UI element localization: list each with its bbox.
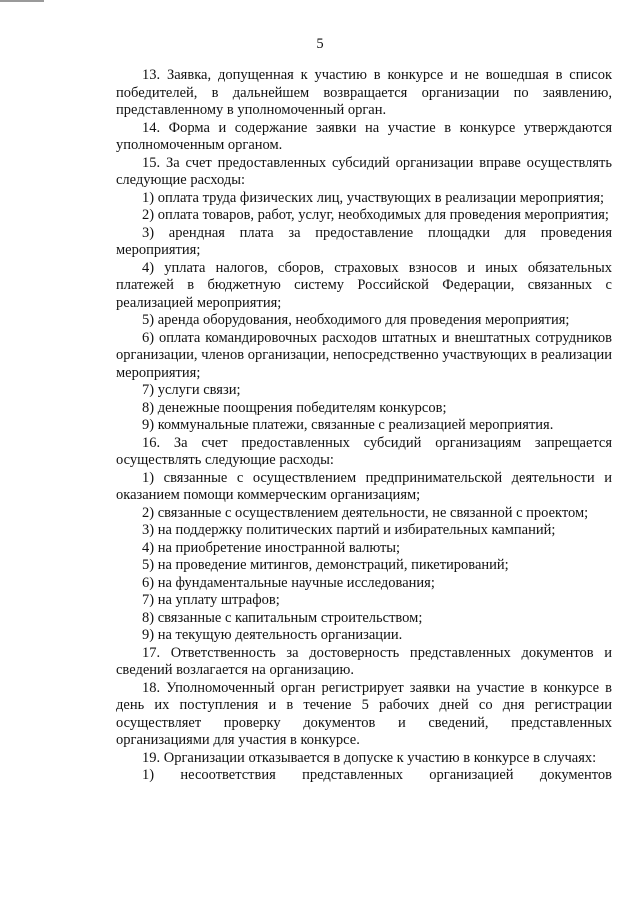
list-item-16-6: 6) на фундаментальные научные исследования; [142, 574, 435, 591]
list-item-16-1: 1) связанные с осуществлением предпринимательской деятельности и оказанием помощи коммерческим организациям; [116, 469, 612, 503]
list-item-15-8: 8) денежные поощрения победителям конкурсов; [142, 399, 447, 416]
list-item-15-1: 1) оплата труда физических лиц, участвующих в реализации мероприятия; [142, 189, 605, 206]
list-item-16-2: 2) связанные с осуществлением деятельности, не связанной с проектом; [142, 504, 589, 521]
paragraph-18: 18. Уполномоченный орган регистрирует заявки на участие в конкурсе в день их поступления и в течение 5 рабочих дней со дня регистрации осуществляет проверку документов и сведений, представленных организациями для участия в конкурсе. [116, 679, 612, 748]
paragraph-17: 17. Ответственность за достоверность представленных документов и сведений возлагается на организацию. [116, 644, 612, 678]
list-item-16-8: 8) связанные с капитальным строительством; [142, 609, 423, 626]
paragraph-13: 13. Заявка, допущенная к участию в конкурсе и не вошедшая в список победителей, в дальнейшем возвращается организации по заявлению, представленному в уполномоченный орган. [116, 67, 612, 118]
list-item-15-3: 3) арендная плата за предоставление площадки для проведения мероприятия; [116, 224, 612, 258]
page-number: 5 [316, 36, 324, 52]
list-item-16-7: 7) на уплату штрафов; [142, 592, 280, 608]
list-item-16-3: 3) на поддержку политических партий и избирательных кампаний; [142, 522, 556, 538]
list-item-15-4: 4) уплата налогов, сборов, страховых взносов и иных обязательных платежей в бюджетную систему Российской Федерации, связанных с реализацией мероприятия; [116, 259, 612, 311]
list-item-15-9: 9) коммунальные платежи, связанные с реализацией мероприятия. [142, 417, 554, 433]
scan-corner-mark [0, 0, 44, 2]
list-item-16-4: 4) на приобретение иностранной валюты; [142, 539, 401, 556]
list-item-15-5: 5) аренда оборудования, необходимого для проведения мероприятия; [142, 312, 570, 328]
list-item-16-5: 5) на проведение митингов, демонстраций, пикетирований; [142, 557, 509, 573]
paragraph-16: 16. За счет предоставленных субсидий организациям запрещается осуществлять следующие расходы: [116, 434, 612, 468]
document-body [116, 67, 612, 785]
list-item-16-9: 9) на текущую деятельность организации. [142, 627, 403, 643]
paragraph-19: 19. Организации отказывается в допуске к участию в конкурсе в случаях: [142, 749, 597, 766]
list-item-15-6: 6) оплата командировочных расходов штатных и внештатных сотрудников организации, членов организации, непосредственно участвующих в реализации мероприятия; [116, 329, 612, 381]
list-item-15-7: 7) услуги связи; [142, 382, 241, 398]
paragraph-15: 15. За счет предоставленных субсидий организации вправе осуществлять следующие расходы: [116, 154, 612, 188]
list-item-19-1: 1) несоответствия представленных организацией документов [142, 767, 612, 783]
list-item-15-2: 2) оплата товаров, работ, услуг, необходимых для проведения мероприятия; [142, 207, 609, 223]
paragraph-14: 14. Форма и содержание заявки на участие в конкурсе утверждаются уполномоченным органом. [116, 119, 612, 153]
